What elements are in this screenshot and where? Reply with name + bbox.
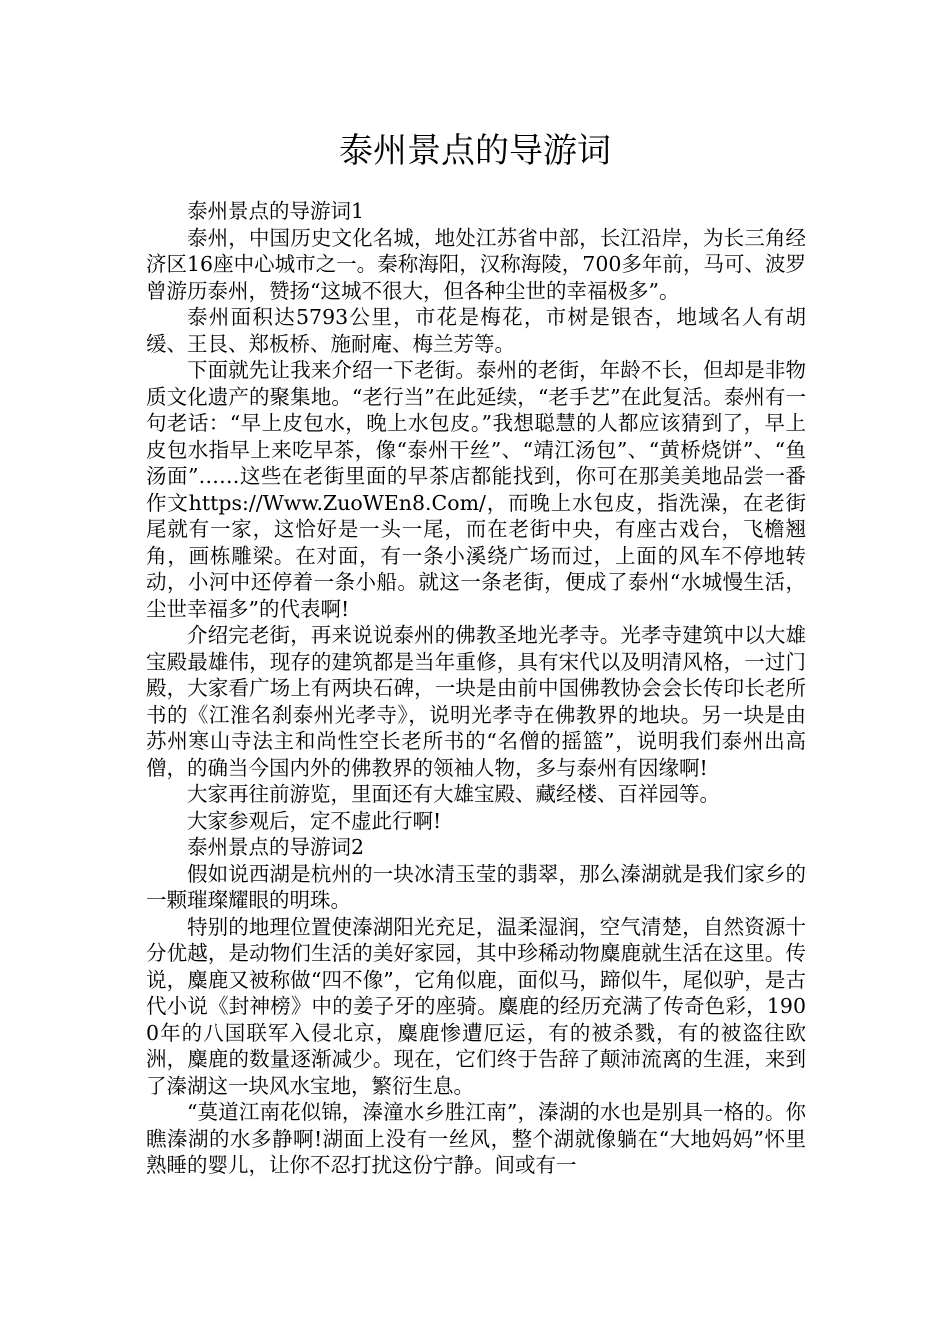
paragraph-section-heading-2: 泰州景点的导游词2 xyxy=(187,835,365,859)
paragraph: 特别的地理位置使溱湖阳光充足，温柔湿润，空气清楚，自然资源十分优越，是动物们生活的美好家园，其中珍稀动物麋鹿就生活在这里。传说，麋鹿又被称做“四不像”，它角似鹿，面似马，蹄似牛，尾似驴，是古代小说《封神榜》中的姜子牙的座骑。麋鹿的经历充满了传奇色彩，1900年的八国联军入侵北京，麋鹿惨遭厄运，有的被杀戮，有的被盗往欧洲，麋鹿的数量逐渐减少。现在，它们终于告辞了颠沛流离的生涯，来到了溱湖这一块风水宝地，繁衍生息。 xyxy=(146,914,806,1098)
paragraph-section-heading-1: 泰州景点的导游词1 xyxy=(187,199,365,223)
paragraph: 泰州面积达5793公里，市花是梅花，市树是银杏，地域名人有胡缓、王艮、郑板桥、施耐庵、梅兰芳等。 xyxy=(146,305,806,356)
document-title: 泰州景点的导游词 xyxy=(339,131,611,171)
paragraph: 下面就先让我来介绍一下老街。泰州的老街，年龄不长，但却是非物质文化遗产的聚集地。“老行当”在此延续，“老手艺”在此复活。泰州有一句老话：“早上皮包水，晚上水包皮。”我想聪慧的人都应该猜到了，早上皮包水指早上来吃早茶，像“泰州干丝”、“靖江汤包”、“黄桥烧饼”、“鱼汤面”……这些在老街里面的早茶店都能找到，你可在那美美地品尝一番作文https://Www.ZuoWEn8.Com/，而晚上水包皮，指洗澡，在老街尾就有一家，这恰好是一头一尾，而在老街中央，有座古戏台，飞檐翘角，画栋雕梁。在对面，有一条小溪绕广场而过，上面的风车不停地转动，小河中还停着一条小船。就这一条老街，便成了泰州“水城慢生活，尘世幸福多”的代表啊! xyxy=(146,358,806,621)
paragraph: 假如说西湖是杭州的一块冰清玉莹的翡翠，那么溱湖就是我们家乡的一颗璀璨耀眼的明珠。 xyxy=(146,861,806,912)
paragraph: 泰州，中国历史文化名城，地处江苏省中部，长江沿岸，为长三角经济区16座中心城市之一。秦称海阳，汉称海陵，700多年前，马可、波罗曾游历泰州，赞扬“这城不很大，但各种尘世的幸福极多”。 xyxy=(146,225,806,303)
paragraph: 大家再往前游览，里面还有大雄宝殿、藏经楼、百祥园等。 xyxy=(187,782,720,806)
paragraph: 介绍完老街，再来说说泰州的佛教圣地光孝寺。光孝寺建筑中以大雄宝殿最雄伟，现存的建筑都是当年重修，具有宋代以及明清风格，一过门殿，大家看广场上有两块石碑，一块是由前中国佛教协会会长传印长老所书的《江淮名刹泰州光孝寺》，说明光孝寺在佛教界的地块。另一块是由苏州寒山寺法主和尚性空长老所书的“名僧的摇篮”，说明我们泰州出高僧，的确当今国内外的佛教界的领袖人物，多与泰州有因缘啊! xyxy=(146,623,806,780)
document-body xyxy=(146,198,806,1179)
paragraph: 大家参观后，定不虚此行啊! xyxy=(187,808,442,833)
paragraph: “莫道江南花似锦，溱潼水乡胜江南”，溱湖的水也是别具一格的。你瞧溱湖的水多静啊!湖面上没有一丝风，整个湖就像躺在“大地妈妈”怀里熟睡的婴儿，让你不忍打扰这份宁静。间或有一 xyxy=(146,1100,806,1177)
